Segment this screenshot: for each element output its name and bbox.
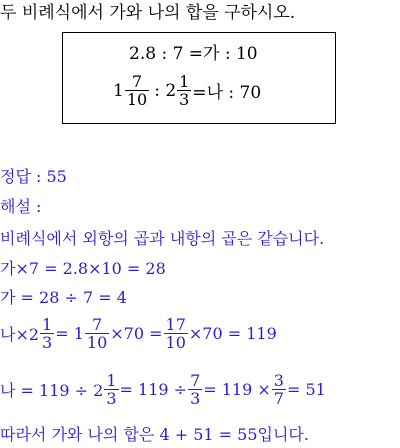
fraction-denominator: 3 bbox=[106, 389, 117, 408]
explanation-line-2: 가×7 = 2.8×10 = 28 bbox=[0, 259, 166, 278]
explanation-label: 해설 : bbox=[0, 197, 42, 216]
fraction-numerator: 3 bbox=[273, 371, 284, 390]
fraction-7-10 bbox=[85, 316, 109, 351]
fraction-numerator: 1 bbox=[179, 72, 190, 91]
fraction-3-7 bbox=[272, 372, 286, 407]
answer-label: 정답 : 55 bbox=[0, 167, 67, 186]
equation-part: ×70 = 119 bbox=[188, 324, 277, 343]
equation-part: = 51 bbox=[286, 380, 326, 399]
proportion-line-2 bbox=[113, 73, 261, 108]
fraction-denominator: 3 bbox=[190, 389, 201, 408]
proportion-line-1 bbox=[129, 39, 258, 64]
ratio-colon-text: : 2 bbox=[154, 80, 177, 101]
mixed-whole: 1 bbox=[113, 80, 124, 101]
explanation-line-6: 따라서 가와 나의 합은 4 + 51 = 55입니다. bbox=[0, 425, 309, 444]
proportion-line-2-tail: =나 : 70 bbox=[192, 83, 262, 103]
fraction-denominator: 3 bbox=[42, 333, 53, 352]
explanation-line-4 bbox=[0, 316, 277, 351]
fraction-17-10 bbox=[164, 316, 188, 351]
fraction-numerator: 1 bbox=[106, 371, 117, 390]
fraction-numerator: 1 bbox=[42, 315, 53, 334]
explanation-line-1: 비례식에서 외항의 곱과 내항의 곱은 같습니다. bbox=[0, 229, 325, 248]
fraction-denominator: 10 bbox=[165, 333, 186, 352]
proportion-line-1-text: 2.8 : 7 =가 : 10 bbox=[129, 44, 258, 64]
fraction-7-10 bbox=[125, 73, 149, 108]
fraction-7-3 bbox=[188, 372, 202, 407]
fraction-numerator: 7 bbox=[91, 315, 103, 334]
equation-part: = 119 × bbox=[203, 380, 271, 399]
explanation-line-5 bbox=[0, 372, 326, 407]
question-text: 두 비례식에서 가와 나의 합을 구하시오. bbox=[0, 3, 296, 23]
fraction-numerator: 7 bbox=[190, 371, 201, 390]
fraction-1-3 bbox=[104, 372, 118, 407]
explanation-line-3: 가 = 28 ÷ 7 = 4 bbox=[0, 288, 127, 307]
proportion-box bbox=[62, 32, 336, 124]
fraction-numerator: 7 bbox=[131, 72, 143, 91]
equation-part: ×70 = bbox=[110, 324, 163, 343]
fraction-1-3 bbox=[177, 73, 191, 108]
fraction-denominator: 7 bbox=[273, 389, 284, 408]
equation-part: = 1 bbox=[55, 324, 84, 343]
fraction-denominator: 3 bbox=[179, 90, 190, 109]
equation-part: 나 = 119 ÷ 2 bbox=[0, 381, 104, 400]
fraction-denominator: 10 bbox=[126, 90, 148, 109]
fraction-numerator: 17 bbox=[165, 315, 186, 334]
equation-part: 나×2 bbox=[0, 325, 40, 344]
fraction-denominator: 10 bbox=[86, 333, 108, 352]
fraction-1-3 bbox=[40, 316, 54, 351]
equation-part: = 119 ÷ bbox=[119, 380, 188, 399]
